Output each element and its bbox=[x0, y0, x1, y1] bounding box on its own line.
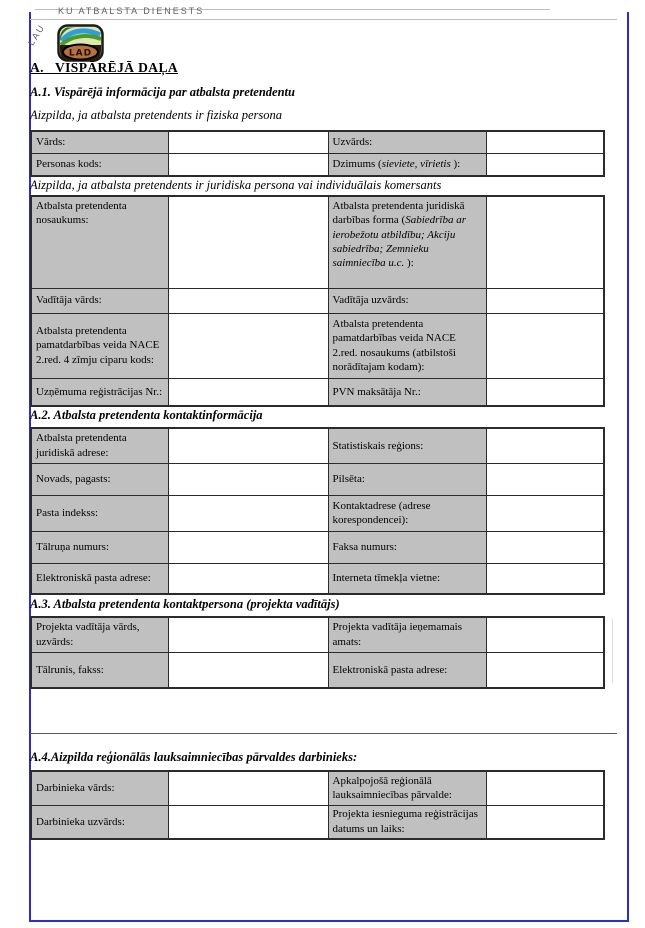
input-cell[interactable] bbox=[168, 463, 328, 495]
input-cell[interactable] bbox=[486, 378, 604, 406]
table-row bbox=[31, 463, 604, 495]
field-label: Tālrunis, fakss: bbox=[31, 652, 168, 688]
table-row bbox=[31, 495, 604, 531]
field-label: Projekta vadītāja vārds, uzvārds: bbox=[31, 617, 168, 652]
input-cell[interactable] bbox=[486, 428, 604, 463]
input-cell[interactable] bbox=[168, 153, 328, 176]
input-cell[interactable] bbox=[486, 463, 604, 495]
field-label: Tālruņa numurs: bbox=[31, 531, 168, 563]
section-a2-heading: A.2. Atbalsta pretendenta kontaktinformācija bbox=[30, 408, 263, 422]
input-cell[interactable] bbox=[168, 652, 328, 688]
input-cell[interactable] bbox=[168, 313, 328, 378]
input-cell[interactable] bbox=[168, 378, 328, 406]
table-row bbox=[31, 617, 604, 652]
field-label: Darbinieka vārds: bbox=[31, 771, 168, 805]
field-label: Atbalsta pretendenta pamatdarbības veida NACE 2.red. 4 zīmju ciparu kods: bbox=[31, 313, 168, 378]
field-label: Uzvārds: bbox=[328, 131, 486, 153]
field-label: Dzimums (sieviete, vīrietis ): bbox=[328, 153, 486, 176]
table-row bbox=[31, 771, 604, 805]
field-label: Vadītāja vārds: bbox=[31, 288, 168, 313]
note-fiziska-persona: Aizpilda, ja atbalsta pretendents ir fiziska persona bbox=[30, 108, 282, 122]
field-label: Pilsēta: bbox=[328, 463, 486, 495]
table-row bbox=[31, 563, 604, 594]
field-label: Pasta indekss: bbox=[31, 495, 168, 531]
field-label: Novads, pagasts: bbox=[31, 463, 168, 495]
field-label: Vārds: bbox=[31, 131, 168, 153]
input-cell[interactable] bbox=[486, 563, 604, 594]
table-parvaldes-darbinieks bbox=[30, 770, 605, 840]
field-label: Elektroniskā pasta adrese: bbox=[31, 563, 168, 594]
input-cell[interactable] bbox=[168, 563, 328, 594]
lad-logo-icon bbox=[57, 24, 104, 62]
field-label: Kontaktadrese (adrese korespondencei): bbox=[328, 495, 486, 531]
input-cell[interactable] bbox=[168, 805, 328, 839]
field-label: Projekta iesnieguma reģistrācijas datums un laiks: bbox=[328, 805, 486, 839]
input-cell[interactable] bbox=[486, 771, 604, 805]
table-row bbox=[31, 378, 604, 406]
field-label: Atbalsta pretendenta juridiskā darbības forma (Sabiedrība ar ierobežotu atbildību; Akciju sabiedrība; Zemnieku saimniecība u.c. ): bbox=[328, 196, 486, 288]
field-label: Uzņēmuma reģistrācijas Nr.: bbox=[31, 378, 168, 406]
table-row bbox=[31, 428, 604, 463]
section-a-heading: A. VISPĀRĒJĀ DAĻA bbox=[30, 60, 178, 75]
input-cell[interactable] bbox=[486, 531, 604, 563]
input-cell[interactable] bbox=[486, 288, 604, 313]
field-label: PVN maksātāja Nr.: bbox=[328, 378, 486, 406]
table-kontaktpersona bbox=[30, 616, 605, 689]
field-label: Atbalsta pretendenta juridiskā adrese: bbox=[31, 428, 168, 463]
section-a4-heading: A.4.Aizpilda reģionālās lauksaimniecības pārvaldes darbinieks: bbox=[30, 750, 358, 764]
input-cell[interactable] bbox=[486, 313, 604, 378]
input-cell[interactable] bbox=[486, 617, 604, 652]
input-cell[interactable] bbox=[486, 196, 604, 288]
field-label: Statistiskais reģions: bbox=[328, 428, 486, 463]
field-label: Atbalsta pretendenta nosaukums: bbox=[31, 196, 168, 288]
table-juridiska-persona bbox=[30, 195, 605, 407]
input-cell[interactable] bbox=[168, 196, 328, 288]
note-juridiska-persona: Aizpilda, ja atbalsta pretendents ir juridiska persona vai individuālais komersants bbox=[30, 178, 442, 192]
org-name-text: KU ATBALSTA DIENESTS bbox=[58, 6, 205, 16]
table-kontaktinformacija bbox=[30, 427, 605, 595]
input-cell[interactable] bbox=[168, 771, 328, 805]
section-a3-heading: A.3. Atbalsta pretendenta kontaktpersona (projekta vadītājs) bbox=[30, 597, 340, 611]
input-cell[interactable] bbox=[486, 652, 604, 688]
table-row bbox=[31, 196, 604, 288]
input-cell[interactable] bbox=[486, 495, 604, 531]
table-row bbox=[31, 805, 604, 839]
svg-text:LAD: LAD bbox=[68, 48, 93, 59]
input-cell[interactable] bbox=[168, 531, 328, 563]
input-cell[interactable] bbox=[486, 153, 604, 176]
input-cell[interactable] bbox=[486, 131, 604, 153]
field-label: Faksa numurs: bbox=[328, 531, 486, 563]
table-row bbox=[31, 313, 604, 378]
field-label: Personas kods: bbox=[31, 153, 168, 176]
field-label: Projekta vadītāja ieņemamais amats: bbox=[328, 617, 486, 652]
section-a1-heading: A.1. Vispārējā informācija par atbalsta pretendentu bbox=[30, 85, 295, 99]
letterhead-rule-bottom bbox=[30, 19, 617, 20]
input-cell[interactable] bbox=[486, 805, 604, 839]
table-row bbox=[31, 131, 604, 153]
field-label: Vadītāja uzvārds: bbox=[328, 288, 486, 313]
table-row bbox=[31, 531, 604, 563]
field-label: Apkalpojošā reģionālā lauksaimniecības pārvalde: bbox=[328, 771, 486, 805]
input-cell[interactable] bbox=[168, 131, 328, 153]
field-label: Darbinieka uzvārds: bbox=[31, 805, 168, 839]
field-label: Interneta tīmekļa vietne: bbox=[328, 563, 486, 594]
input-cell[interactable] bbox=[168, 495, 328, 531]
stray-line-artifact bbox=[612, 619, 613, 683]
input-cell[interactable] bbox=[168, 288, 328, 313]
org-name-diagonal-text: LAU bbox=[26, 22, 47, 48]
field-label: Elektroniskā pasta adrese: bbox=[328, 652, 486, 688]
field-label: Atbalsta pretendenta pamatdarbības veida NACE 2.red. nosaukums (atbilstoši norādītajam kodam): bbox=[328, 313, 486, 378]
table-row bbox=[31, 288, 604, 313]
input-cell[interactable] bbox=[168, 428, 328, 463]
table-fiziska-persona bbox=[30, 130, 605, 177]
table-row bbox=[31, 153, 604, 176]
input-cell[interactable] bbox=[168, 617, 328, 652]
section-divider-line bbox=[30, 733, 617, 734]
table-row bbox=[31, 652, 604, 688]
